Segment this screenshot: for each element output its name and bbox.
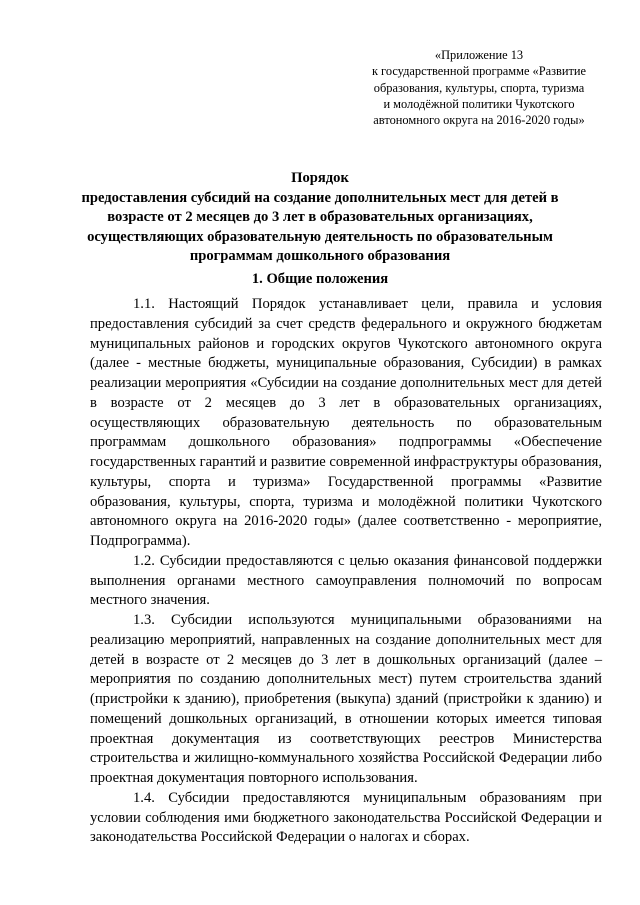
title-line: Порядок bbox=[291, 170, 349, 186]
paragraph-1-2: 1.2. Субсидии предоставляются с целью оказания финансовой поддержки выполнения органами местного самоуправления полномочий по вопросам местного значения. bbox=[90, 552, 602, 609]
title-line: возрасте от 2 месяцев до 3 лет в образовательных организациях, bbox=[107, 209, 533, 226]
appendix-note bbox=[359, 47, 599, 128]
title-line: предоставления субсидий на создание дополнительных мест для детей в bbox=[81, 189, 559, 206]
paragraph-1-3: 1.3. Субсидии используются муниципальными образованиями на реализацию мероприятий, направленных на создание дополнительных мест для детей в возрасте от 2 месяцев до 3 лет в дошкольных организаций (далее – мероприятия по созданию дополнительных мест) путем строительства зданий (пристройки к зданию), приобретения (выкупа) зданий (пристройки к зданию) и помещений дошкольных организаций, в отношении которых имеется типовая проектная документация из соответствующих реестров Министерства строительства и жилищно-коммунального хозяйства Российской Федерации либо проектная документация повторного использования. bbox=[90, 612, 602, 786]
appendix-line: «Приложение 13 bbox=[434, 48, 524, 62]
title-line: программам дошкольного образования bbox=[189, 248, 451, 265]
appendix-line: образования, культуры, спорта, туризма bbox=[373, 80, 585, 95]
appendix-line: к государственной программе «Развитие bbox=[371, 64, 587, 79]
paragraph-1-4: 1.4. Субсидии предоставляются муниципальным образованиям при условии соблюдения ими бюджетного законодательства Российской Федерации и законодательства Российской Федерации о налогах и сборах. bbox=[90, 789, 602, 846]
document-title bbox=[80, 169, 560, 267]
title-line: осуществляющих образовательную деятельность по образовательным bbox=[87, 228, 553, 245]
paragraph-1-1: 1.1. Настоящий Порядок устанавливает цели, правила и условия предоставления субсидий за счет средств федерального и окружного бюджетам муниципальных районов и городских округов Чукотского автономного округа (далее - местные бюджеты, муниципальные образования, Субсидии) в рамках реализации мероприятия «Субсидии на создание дополнительных мест для детей в возрасте от 2 месяцев до 3 лет в образовательных организациях, осуществляющих образовательную деятельность по образовательным программам дошкольного образования» подпрограммы «Обеспечение государственных гарантий и развитие современной инфраструктуры образования, культуры, спорта и туризма» Государственной программы «Развитие образования, культуры, спорта, туризма и молодёжной политики Чукотского автономного округа на 2016-2020 годы» (далее соответственно - мероприятие, Подпрограмма). bbox=[90, 296, 602, 549]
appendix-line: и молодёжной политики Чукотского bbox=[383, 96, 575, 111]
section-heading: 1. Общие положения bbox=[251, 271, 389, 287]
appendix-line: автономного округа на 2016-2020 годы» bbox=[373, 113, 585, 128]
document-body bbox=[90, 295, 602, 848]
